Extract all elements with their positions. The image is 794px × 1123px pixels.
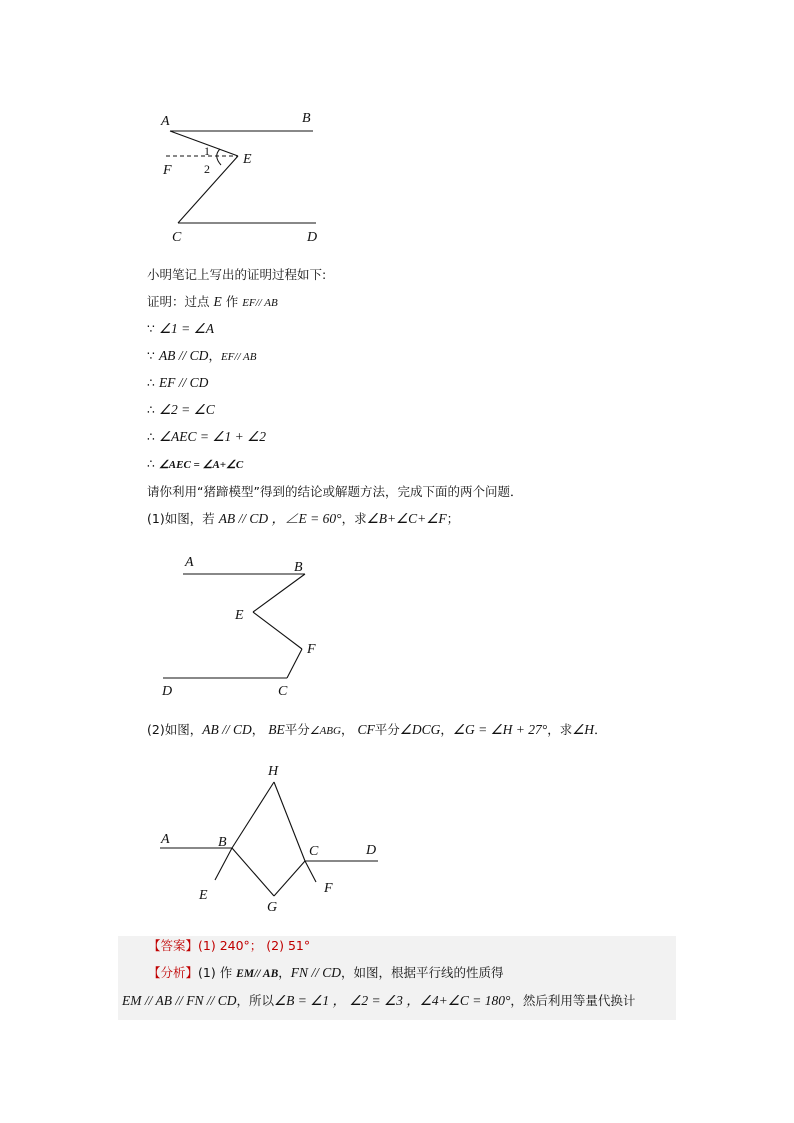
- answer-line: [148, 938, 310, 954]
- q2-t1: ，: [251, 722, 269, 737]
- proof-line-6: [147, 429, 266, 445]
- q2-small: ∠ABG: [309, 725, 341, 737]
- label-e: E: [235, 608, 244, 623]
- label-g: G: [267, 900, 278, 915]
- label-a: A: [185, 555, 194, 570]
- proof-line-2: [147, 321, 214, 337]
- proof-5-math: ∠2 = ∠C: [158, 402, 215, 417]
- label-c: C: [172, 230, 182, 245]
- instruction-text: 请你利用“猪蹄模型”得到的结论或解题方法，完成下面的两个问题．: [147, 484, 523, 499]
- proof-6-prefix: ∴: [147, 429, 159, 444]
- label-b: B: [294, 560, 303, 575]
- proof-line-3: [147, 348, 257, 365]
- q1-suffix: ；: [446, 511, 460, 526]
- line-be: [215, 848, 232, 880]
- intro-text: 小明笔记上写出的证明过程如下:: [147, 267, 327, 282]
- proof-3-mid: ，: [208, 348, 221, 363]
- label-f: F: [307, 642, 316, 657]
- line-hc: [274, 782, 305, 861]
- proof-1-small: EF// AB: [242, 297, 278, 309]
- line-ef: [253, 612, 302, 649]
- proof-7-prefix: ∴: [147, 456, 159, 471]
- q2-math6: ∠H: [572, 722, 595, 737]
- proof-6-math: ∠AEC = ∠1 + ∠2: [158, 429, 266, 444]
- q2-t6: ，求: [547, 722, 573, 737]
- proof-2-math: ∠1 = ∠A: [158, 321, 214, 336]
- label-e: E: [243, 152, 252, 167]
- q2-t4: 平分: [374, 722, 400, 737]
- answer-text: (1) 240°； (2) 51°: [198, 938, 311, 953]
- label-f: F: [163, 163, 172, 178]
- q2-t2: 平分: [284, 722, 310, 737]
- proof-4-math: EF // CD: [158, 375, 209, 390]
- q2-math3: CF: [357, 722, 375, 737]
- label-c: C: [309, 844, 319, 859]
- proof-1-prefix: 证明：过点: [147, 294, 214, 309]
- proof-7-math: ∠AEC = ∠A+∠C: [158, 459, 244, 471]
- q1-math: AB // CD ，∠E = 60°: [218, 511, 342, 526]
- proof-5-prefix: ∴: [147, 402, 159, 417]
- analysis-1-b: ，: [278, 965, 291, 980]
- proof-1-mid: 作: [221, 294, 243, 309]
- analysis-line-1: [148, 965, 504, 982]
- q1-math2: ∠B+∠C+∠F: [366, 511, 447, 526]
- line-bg: [232, 848, 274, 896]
- proof-line-5: [147, 402, 215, 418]
- figure-2-diagram: [155, 550, 335, 705]
- label-f: F: [324, 881, 333, 896]
- q1-mid: ，求: [341, 511, 367, 526]
- analysis-2-math: EM // AB // FN // CD: [122, 993, 237, 1008]
- line-bh: [232, 782, 274, 848]
- q2-math1: AB // CD: [202, 722, 252, 737]
- label-a: A: [161, 114, 170, 129]
- label-e: E: [199, 888, 208, 903]
- line-be: [253, 574, 305, 612]
- analysis-2-math2: ∠B = ∠1 ， ∠2 = ∠3 ，∠4+∠C = 180°: [274, 993, 511, 1008]
- q2-t3: ，: [340, 722, 358, 737]
- proof-1-math: E: [213, 294, 222, 309]
- proof-3-math: AB // CD: [158, 348, 209, 363]
- proof-4-prefix: ∴: [147, 375, 159, 390]
- proof-3-prefix: ∵: [147, 348, 159, 363]
- label-a: A: [161, 832, 170, 847]
- q2-math2: BE: [268, 722, 285, 737]
- label-d: D: [162, 684, 173, 699]
- proof-3-small: EF// AB: [220, 351, 257, 363]
- analysis-2-b: ，然后利用等量代换计: [510, 993, 636, 1008]
- line-fc: [287, 649, 302, 678]
- label-b: B: [302, 111, 311, 126]
- figure-3-diagram: [155, 758, 390, 920]
- figure-1-diagram: [155, 105, 335, 250]
- q2-prefix: (2)如图，: [147, 722, 203, 737]
- answer-box: [118, 936, 676, 1020]
- analysis-2-a: ，所以: [236, 993, 275, 1008]
- question-2: [147, 722, 607, 739]
- label-b: B: [218, 835, 227, 850]
- proof-line-4: [147, 375, 208, 391]
- label-d: D: [366, 843, 377, 858]
- line-cf: [305, 861, 316, 882]
- q2-math4: ∠DCG: [399, 722, 441, 737]
- label-c: C: [278, 684, 288, 699]
- analysis-1-c: ，如图，根据平行线的性质得: [341, 965, 504, 980]
- proof-2-prefix: ∵: [147, 321, 159, 336]
- analysis-1-a: (1) 作: [198, 965, 237, 980]
- label-d: D: [307, 230, 318, 245]
- q2-math5: ∠G = ∠H + 27°: [452, 722, 548, 737]
- question-1: [147, 511, 459, 527]
- label-h: H: [268, 764, 279, 779]
- q2-t7: ．: [594, 722, 607, 737]
- angle-arc: [217, 149, 221, 165]
- line-gc: [274, 861, 305, 896]
- label-angle-1: 1: [204, 144, 210, 158]
- analysis-1-math: EM// AB: [236, 968, 279, 980]
- analysis-1-math2: FN // CD: [290, 965, 342, 980]
- q1-prefix: (1)如图，若: [147, 511, 219, 526]
- label-angle-2: 2: [204, 162, 210, 176]
- proof-line-7: [147, 456, 243, 473]
- proof-line-1: [147, 294, 278, 311]
- analysis-tag: 【分析】: [148, 965, 199, 980]
- q2-t5: ，: [440, 722, 453, 737]
- answer-tag: 【答案】: [148, 938, 199, 953]
- analysis-line-2: [122, 993, 635, 1009]
